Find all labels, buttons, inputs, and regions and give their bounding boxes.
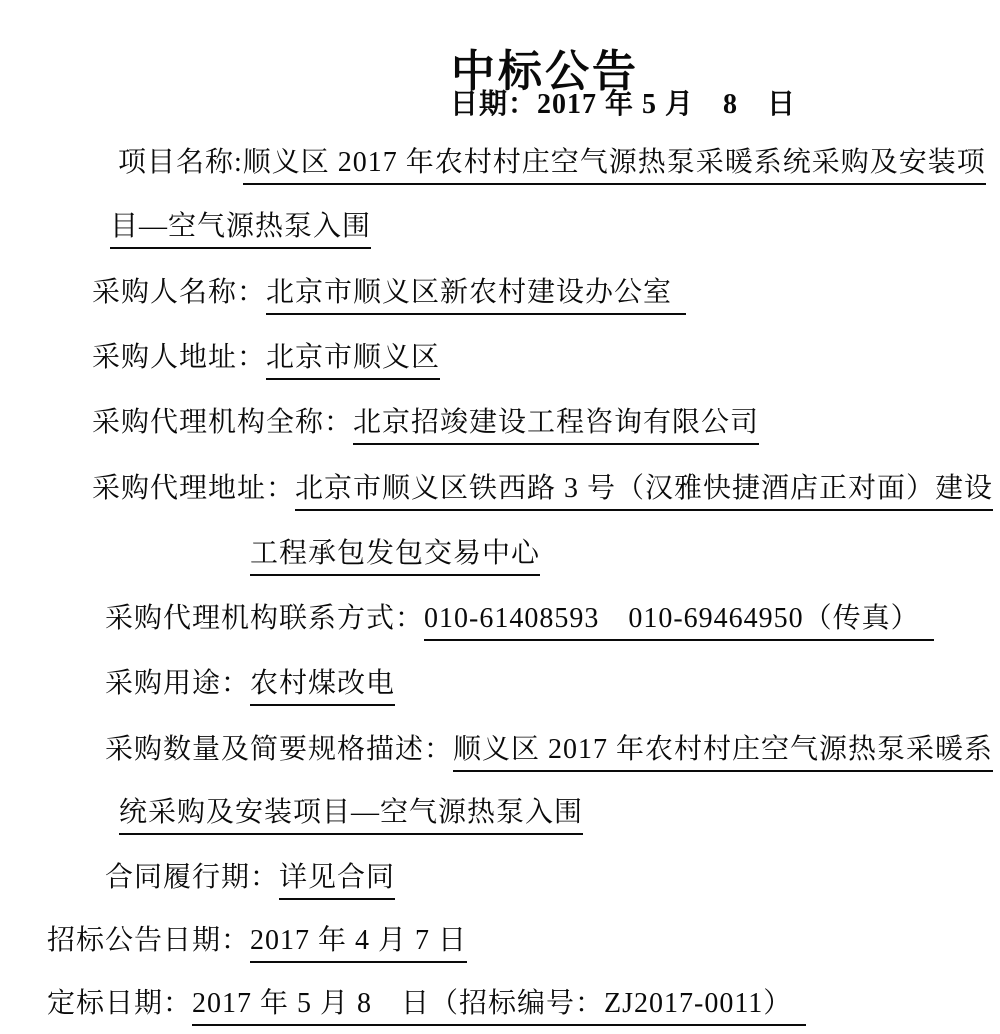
field-label: 采购数量及简要规格描述： xyxy=(105,734,454,765)
field-project-name-wrap xyxy=(110,210,371,249)
field-value: 北京招竣建设工程咨询有限公司 xyxy=(353,406,759,445)
field-value: 工程承包发包交易中心 xyxy=(250,537,540,576)
field-quantity-spec-wrap xyxy=(119,796,583,835)
field-label: 采购用途： xyxy=(105,668,251,699)
field-label: 采购代理地址： xyxy=(92,473,296,504)
field-value: 顺义区 2017 年农村村庄空气源热泵采暖系统采购及安装项 xyxy=(243,146,986,185)
field-tender-notice-date xyxy=(47,924,467,963)
field-project-name xyxy=(118,146,986,185)
page-title: 中标公告 xyxy=(451,47,639,97)
field-contract-period xyxy=(105,861,395,900)
field-label: 采购人地址： xyxy=(92,342,267,373)
field-label: 合同履行期： xyxy=(105,862,280,893)
field-label: 项目名称: xyxy=(118,147,243,178)
date-label: 日期： xyxy=(450,89,538,120)
field-label: 定标日期： xyxy=(47,988,193,1019)
field-label: 采购人名称： xyxy=(92,277,267,308)
field-value: 目—空气源热泵入围 xyxy=(110,210,371,249)
field-label: 采购代理机构全称： xyxy=(92,407,354,438)
field-value: 010-61408593 010-69464950（传真） xyxy=(424,602,934,641)
field-purchase-purpose xyxy=(105,667,395,706)
field-purchaser-name xyxy=(92,276,686,315)
field-value: 农村煤改电 xyxy=(250,667,395,706)
field-value: 顺义区 2017 年农村村庄空气源热泵采暖系 xyxy=(453,733,993,772)
field-value: 北京市顺义区铁西路 3 号（汉雅快捷酒店正对面）建设 xyxy=(295,472,993,511)
field-purchaser-address xyxy=(92,341,440,380)
field-value: 详见合同 xyxy=(279,861,395,900)
field-value: 2017 年 4 月 7 日 xyxy=(250,924,467,963)
field-agency-address xyxy=(92,472,993,511)
field-award-date xyxy=(47,987,806,1026)
date-line xyxy=(450,82,796,122)
field-value: 北京市顺义区 xyxy=(266,341,440,380)
field-label: 采购代理机构联系方式： xyxy=(105,603,425,634)
field-label: 招标公告日期： xyxy=(47,925,251,956)
field-agency-full-name xyxy=(92,406,759,445)
field-agency-contact xyxy=(105,602,934,641)
date-value: 2017 年 5 月 8 日 xyxy=(537,89,797,120)
field-value: 统采购及安装项目—空气源热泵入围 xyxy=(119,796,583,835)
field-value: 北京市顺义区新农村建设办公室 xyxy=(266,276,686,315)
field-quantity-spec xyxy=(105,733,993,772)
field-value: 2017 年 5 月 8 日（招标编号：ZJ2017-0011） xyxy=(192,987,806,1026)
field-agency-address-wrap xyxy=(250,537,540,576)
